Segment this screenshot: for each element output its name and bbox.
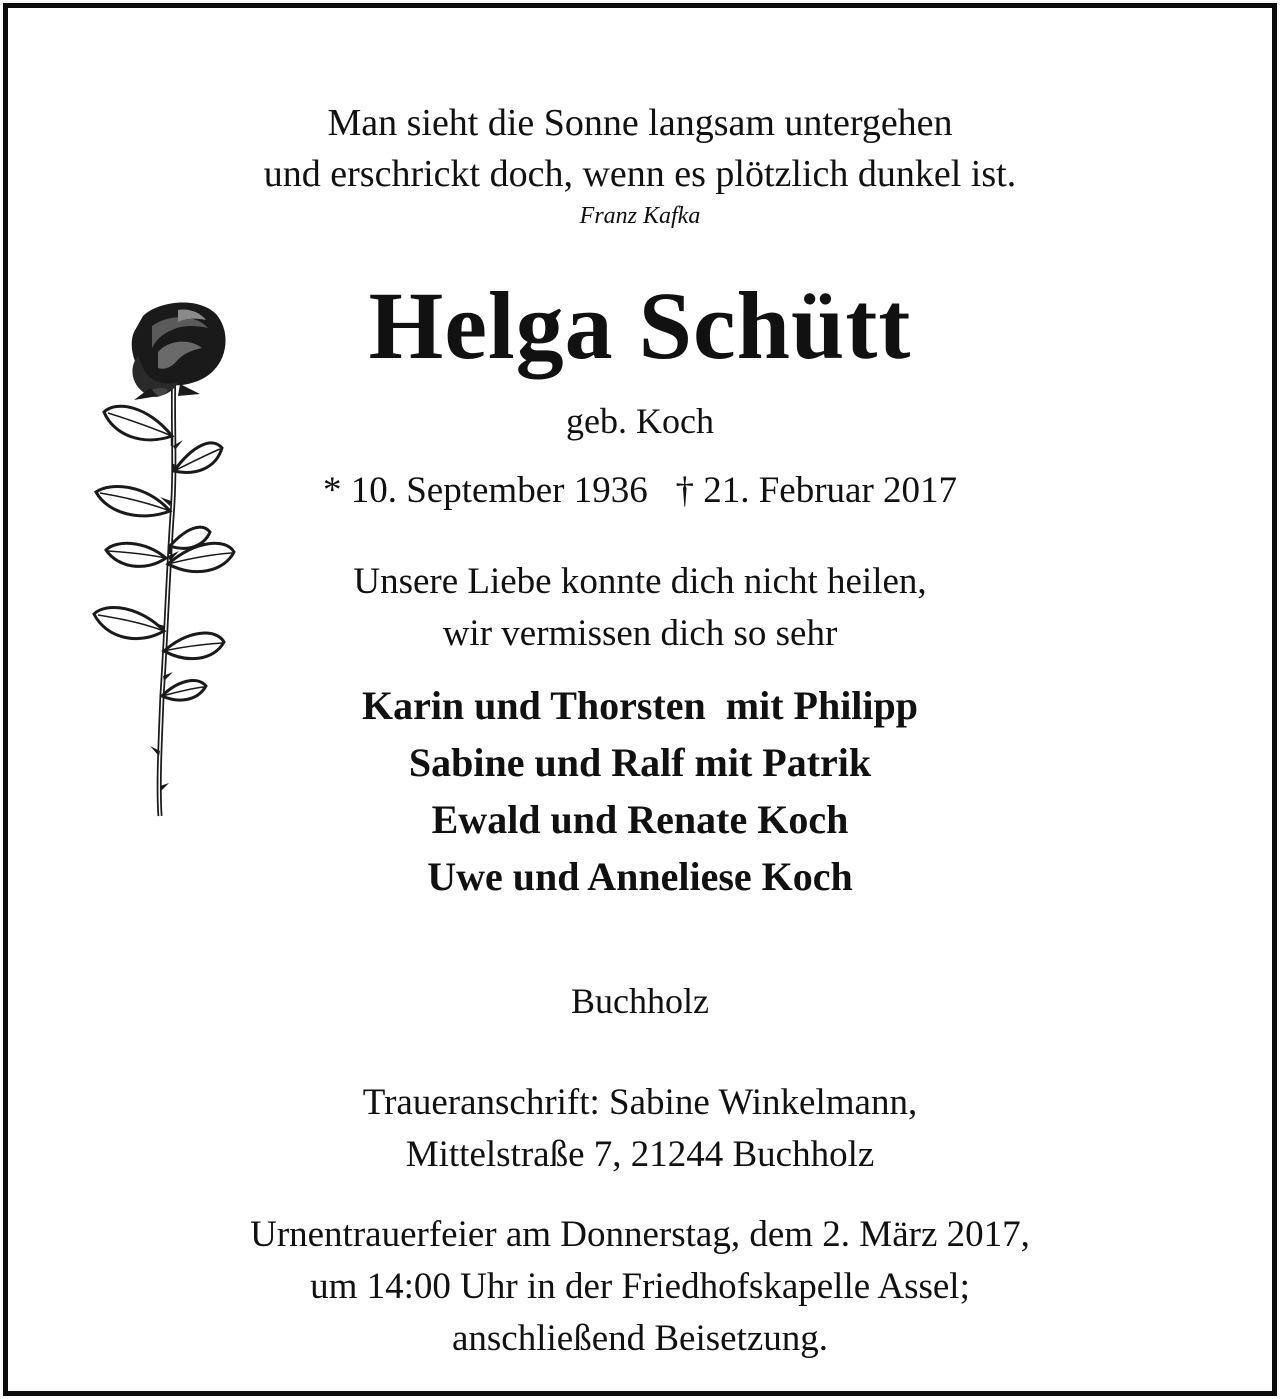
mourner-line: Ewald und Renate Koch — [431, 797, 849, 842]
service-line-1: Urnentrauerfeier am Donnerstag, dem 2. März 2017, — [250, 1214, 1030, 1255]
deceased-name: Helga Schütt — [368, 272, 912, 379]
quote-line-2: und erschrickt doch, wenn es plötzlich dunkel ist. — [263, 153, 1017, 195]
mourner-line: Karin und Thorsten mit Philipp — [361, 683, 919, 728]
life-dates: * 10. September 1936 † 21. Februar 2017 — [322, 470, 958, 511]
place: Buchholz — [571, 981, 709, 1021]
mourning-address-line-1: Traueranschrift: Sabine Winkelmann, — [362, 1082, 918, 1123]
quote-author: Franz Kafka — [579, 203, 701, 229]
verse-line-1: Unsere Liebe konnte dich nicht heilen, — [353, 561, 927, 602]
quote-line-1: Man sieht die Sonne langsam untergehen — [327, 102, 953, 144]
service-line-3: anschließend Beisetzung. — [451, 1318, 829, 1359]
service-line-2: um 14:00 Uhr in der Friedhofskapelle Assel; — [310, 1266, 970, 1307]
mourning-address-line-2: Mittelstraße 7, 21244 Buchholz — [405, 1134, 875, 1175]
mourner-line: Uwe und Anneliese Koch — [427, 854, 853, 899]
maiden-name: geb. Koch — [566, 401, 714, 441]
mourner-line: Sabine und Ralf mit Patrik — [408, 740, 872, 785]
verse-line-2: wir vermissen dich so sehr — [442, 613, 838, 654]
